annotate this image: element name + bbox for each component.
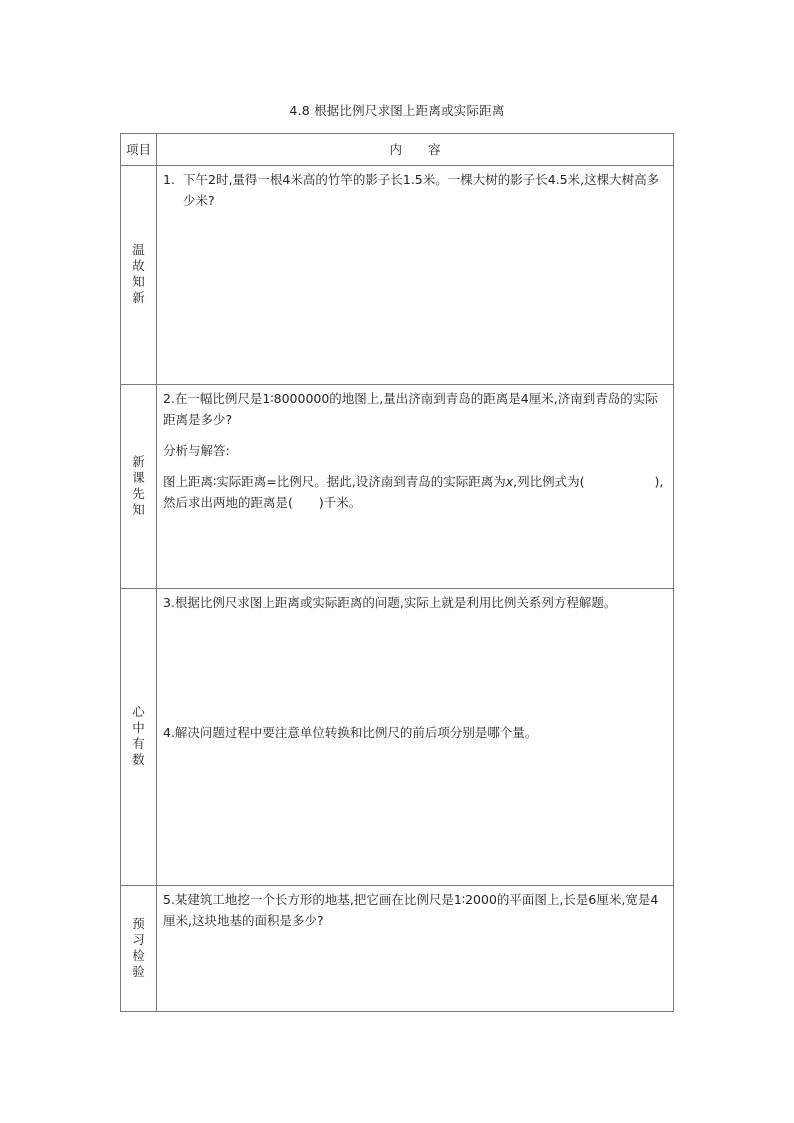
question-2-text: 2.在一幅比例尺是1∶8000000的地图上,量出济南到青岛的距离是4厘米,济南到青岛的实际距离是多少? <box>163 391 658 427</box>
section-check-label: 预习检验 <box>132 915 145 979</box>
paren-close-text: ),然后求出两地的距离是( <box>163 474 664 510</box>
section-mind-label-cell <box>121 589 157 886</box>
section-mind-label: 心中有数 <box>132 704 145 767</box>
header-item-cell <box>121 134 157 166</box>
section-check-label-cell <box>121 886 157 1012</box>
question-3-text: 3.根据比例尺求图上距离或实际距离的问题,实际上就是利用比例关系列方程解题。 <box>163 595 617 610</box>
section-check-row <box>121 886 674 1012</box>
question-1-text: 下午2时,量得一根4米高的竹竿的影子长1.5米。一棵大树的影子长4.5米,这棵大树高多少米? <box>183 172 660 208</box>
section-check-content <box>157 886 674 1012</box>
analysis-line-a: 图上距离∶实际距离=比例尺。据此,设济南到青岛的实际距离为 <box>163 474 506 489</box>
section-preview-label-cell <box>121 385 157 589</box>
header-content-label <box>389 142 440 157</box>
analysis-text <box>163 471 669 513</box>
header-row <box>121 134 674 166</box>
question-5-text: 5.某建筑工地挖一个长方形的地基,把它画在比例尺是1∶2000的平面图上,长是6厘米,宽是4厘米,这块地基的面积是多少? <box>163 892 659 928</box>
section-review-row <box>121 166 674 385</box>
paren-close-2: )千米。 <box>318 495 362 510</box>
section-preview-row <box>121 385 674 589</box>
header-item-label: 项目 <box>125 142 151 157</box>
section-review-label-cell <box>121 166 157 385</box>
analysis-line-b: ,列比例式为 <box>513 474 580 489</box>
section-mind-content <box>157 589 674 886</box>
section-preview-content <box>157 385 674 589</box>
section-preview-label: 新课先知 <box>132 453 145 517</box>
page-title: 4.8 根据比例尺求图上距离或实际距离 <box>289 103 505 118</box>
question-4-text: 4.解决问题过程中要注意单位转换和比例尺的前后项分别是哪个量。 <box>163 725 538 740</box>
analysis-title: 分析与解答: <box>163 443 230 458</box>
question-1-number: 1. <box>163 172 175 187</box>
header-content-cell <box>157 134 674 166</box>
worksheet-table <box>120 133 674 1012</box>
paren-open-1: ( <box>579 474 585 489</box>
section-review-content <box>157 166 674 385</box>
section-mind-row <box>121 589 674 886</box>
header-content-part1: 内 <box>389 142 402 157</box>
section-review-label: 温故知新 <box>132 242 145 305</box>
variable-x: x <box>505 474 514 489</box>
question-1 <box>163 169 669 211</box>
header-content-part2: 容 <box>428 142 441 157</box>
